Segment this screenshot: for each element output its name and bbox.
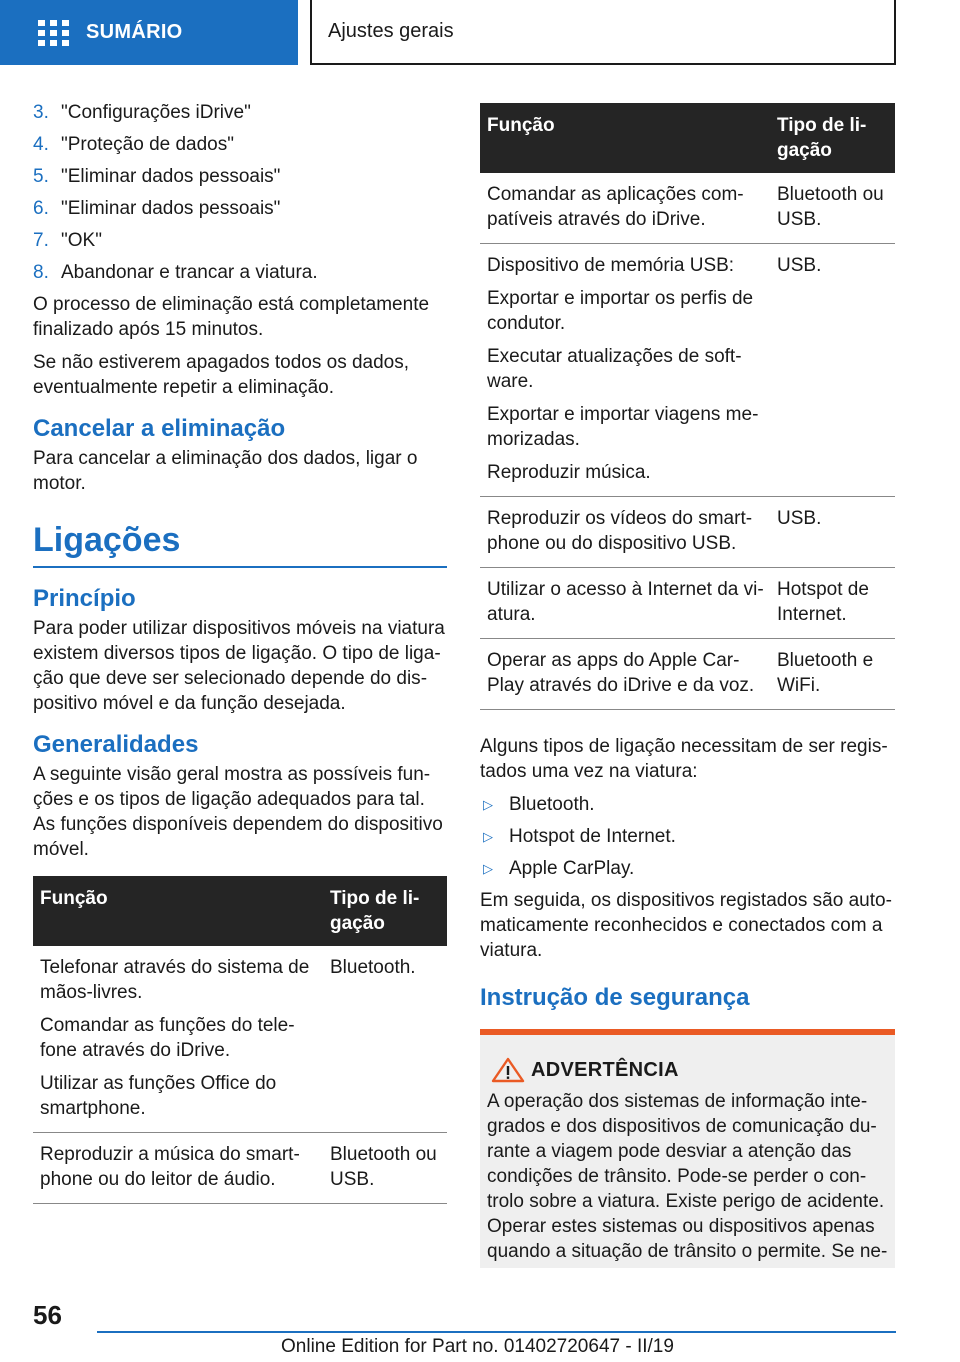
step-text: "Eliminar dados pessoais" [61,166,281,187]
generalidades-text: A seguinte visão geral mostra as possíveis funções e os tipos de ligação adequados para tal. As funções disponíveis dependem do dispositivo móvel. [33,764,443,860]
step-text: Abandonar e trancar a viatura. [61,262,318,283]
list-item [480,824,895,849]
step-number: 6. [33,198,49,219]
paragraph: Se não estiverem apagados todos os dados, eventualmente repetir a eliminação. [33,352,410,398]
cell-line: Comandar as funções do telefone através do iDrive. [40,1015,295,1061]
func-cell [33,1133,323,1204]
cell-line: Reproduzir música. [487,462,651,483]
step-text: "Proteção de dados" [61,134,234,155]
func-cell [480,568,770,639]
page-number: 56 [33,1300,62,1330]
generalidades-heading: Generalidades [33,731,199,758]
step-number: 4. [33,134,49,155]
triangle-bullet-icon: ▷ [483,797,493,812]
table-header-row [33,876,447,946]
cell-line: Reproduzir os vídeos do smartphone ou do dispositivo USB. [487,508,753,554]
summary-label: SUMÁRIO [86,21,183,43]
step-number: 3. [33,102,49,123]
tipo-cell: USB. [770,497,895,568]
step-text: "Configurações iDrive" [61,102,251,123]
bullet-text: Hotspot de Internet. [509,826,676,847]
step-item [33,132,447,157]
safety-heading: Instrução de segurança [480,984,750,1011]
table-row [480,497,895,568]
cell-line: Reproduzir a música do smartphone ou do leitor de áudio. [40,1144,300,1190]
func-cell [33,946,323,1133]
tipo-cell: USB. [770,244,895,497]
step-item [33,196,447,221]
tipo-cell: Bluetooth ou USB. [323,1133,447,1204]
tipo-cell: Bluetooth. [323,946,447,1133]
functions-table-right [480,103,895,710]
principio-heading: Princípio [33,585,136,612]
header-tipo: Tipo de ligação [323,876,447,946]
warning-text: A operação dos sistemas de informação integrados e dos dispositivos de comunicação durante a viagem pode desviar a atenção das condições de trânsito. Pode-se perder o controlo sobre a viatura. Existe perigo de acidente. Operar estes sistemas ou dispositivos apenas quando a situação de trânsito o permite. Se ne- [487,1091,888,1262]
func-cell [480,173,770,244]
section-title: Ajustes gerais [328,20,454,42]
list-item [480,856,895,881]
cell-line: Dispositivo de memória USB: [487,255,735,276]
cell-line: Utilizar as funções Office do smartphone. [40,1073,277,1119]
tipo-cell: Hotspot de Internet. [770,568,895,639]
header-funcao: Função [33,876,323,946]
triangle-bullet-icon: ▷ [483,861,493,876]
table-row [480,639,895,710]
cell-line: Operar as apps do Apple CarPlay através do iDrive e da voz. [487,650,755,696]
step-number: 5. [33,166,49,187]
left-column [33,100,447,1204]
tipo-cell: Bluetooth e WiFi. [770,639,895,710]
cell-line: Executar atualizações de software. [487,346,742,392]
warning-box [480,1029,895,1268]
tipo-cell: Bluetooth ou USB. [770,173,895,244]
footer-divider [97,1331,896,1333]
header-tipo: Tipo de ligação [770,103,895,173]
step-item [33,100,447,125]
step-list [33,100,447,285]
warning-header [487,1057,888,1083]
grid-menu-icon [38,20,68,46]
right-column [480,103,895,1268]
bullet-text: Apple CarPlay. [509,858,635,879]
step-text: "Eliminar dados pessoais" [61,198,281,219]
table-row [480,173,895,244]
step-number: 7. [33,230,49,251]
after-bullets-text: Em seguida, os dispositivos registados são automaticamente reconhecidos e conectados com a viatura. [480,890,892,961]
register-text: Alguns tipos de ligação necessitam de ser registados uma vez na viatura: [480,736,888,782]
step-item [33,164,447,189]
cell-line: Exportar e importar os perfis de condutor. [487,288,754,334]
cell-line: Comandar as aplicações compatíveis através do iDrive. [487,184,744,230]
step-item [33,228,447,253]
func-cell [480,639,770,710]
header-funcao: Função [480,103,770,173]
list-item [480,792,895,817]
func-cell [480,244,770,497]
bullet-text: Bluetooth. [509,794,595,815]
table-header-row [480,103,895,173]
cancel-heading: Cancelar a eliminação [33,415,286,442]
paragraph: O processo de eliminação está completamente finalizado após 15 minutos. [33,294,430,340]
footer-edition: Online Edition for Part no. 01402720647 - II/19 [281,1336,674,1357]
cell-line: Utilizar o acesso à Internet da viatura. [487,579,764,625]
cell-line: Exportar e importar viagens memorizadas. [487,404,759,450]
warning-triangle-icon [491,1057,525,1083]
summary-tab[interactable] [0,0,298,65]
func-cell [480,497,770,568]
step-number: 8. [33,262,49,283]
principio-text: Para poder utilizar dispositivos móveis na viatura existem diversos tipos de ligação. O tipo de ligação que deve ser selecionado depende do dispositivo móvel e da função desejada. [33,618,445,714]
section-title-tab[interactable] [310,0,896,65]
step-text: "OK" [61,230,102,251]
ligacoes-heading: Ligações [33,518,447,568]
triangle-bullet-icon: ▷ [483,829,493,844]
functions-table-left [33,876,447,1204]
cancel-text: Para cancelar a eliminação dos dados, ligar o motor. [33,448,418,494]
table-row [33,946,447,1133]
step-item [33,260,447,285]
warning-title: ADVERTÊNCIA [531,1058,679,1081]
table-row [480,568,895,639]
cell-line: Telefonar através do sistema de mãos-livres. [40,957,310,1003]
table-row [480,244,895,497]
table-row [33,1133,447,1204]
